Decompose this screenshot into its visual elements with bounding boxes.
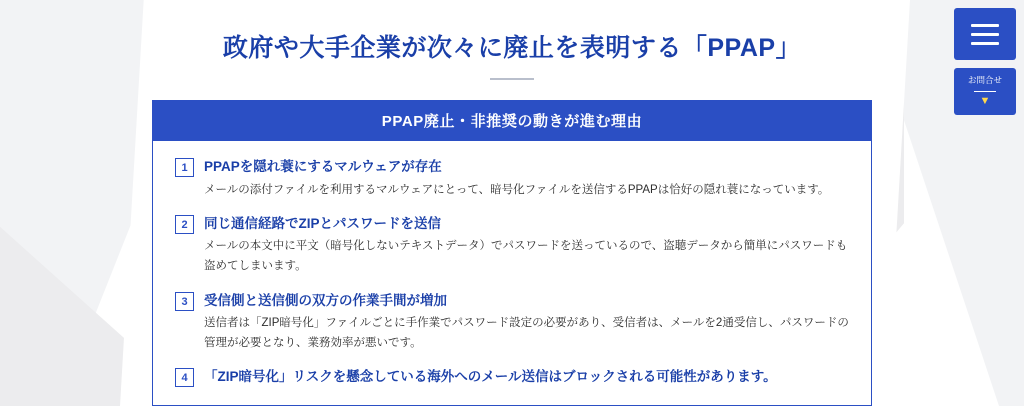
list-item — [175, 367, 849, 387]
list-item-number: 3 — [175, 292, 194, 311]
list-item-number: 4 — [175, 368, 194, 387]
list-item-description: メールの添付ファイルを利用するマルウェアにとって、暗号化ファイルを送信するPPAPは恰好の隠れ蓑になっています。 — [204, 183, 830, 196]
menu-bar-1 — [971, 24, 999, 27]
menu-bar-2 — [971, 33, 999, 36]
list-item — [175, 157, 849, 200]
list-item-number: 1 — [175, 158, 194, 177]
list-item-number: 2 — [175, 215, 194, 234]
floating-widget-stack — [954, 8, 1016, 115]
hamburger-menu-icon[interactable] — [954, 8, 1016, 60]
list-item-description: 送信者は「ZIP暗号化」ファイルごとに手作業でパスワード設定の必要があり、受信者は、メールを2通受信し、パスワードの管理が必要となり、業務効率が悪いです。 — [204, 317, 849, 350]
list-item-heading: 同じ通信経路でZIPとパスワードを送信 — [204, 215, 442, 231]
contact-button[interactable] — [954, 68, 1016, 115]
list-item-description: メールの本文中に平文（暗号化しないテキストデータ）でパスワードを送っているので、盗聴データから簡単にパスワードも盗めてしまいます。 — [204, 240, 848, 273]
list-item-heading: PPAPを隠れ蓑にするマルウェアが存在 — [204, 159, 442, 174]
panel-body — [153, 141, 871, 405]
list-item — [175, 291, 849, 354]
list-item — [175, 214, 849, 277]
reasons-panel — [152, 100, 872, 406]
list-item-text — [204, 291, 849, 354]
list-item-heading: 「ZIP暗号化」リスクを懸念している海外へのメール送信はブロックされる可能性があります。 — [204, 369, 777, 385]
chevron-down-icon: ▼ — [979, 95, 991, 108]
list-item-text — [204, 157, 849, 200]
contact-divider — [974, 91, 996, 92]
list-item-text — [204, 214, 849, 277]
contact-button-label: お問合せ — [967, 75, 1002, 85]
list-item-text — [204, 367, 849, 387]
title-divider — [490, 78, 534, 80]
list-item-heading: 受信側と送信側の双方の作業手間が増加 — [204, 292, 447, 308]
page-title: 政府や大手企業が次々に廃止を表明する「PPAP」 — [222, 34, 802, 62]
panel-header-title: PPAP廃止・非推奨の動きが進む理由 — [153, 101, 871, 141]
menu-bar-3 — [971, 42, 999, 45]
